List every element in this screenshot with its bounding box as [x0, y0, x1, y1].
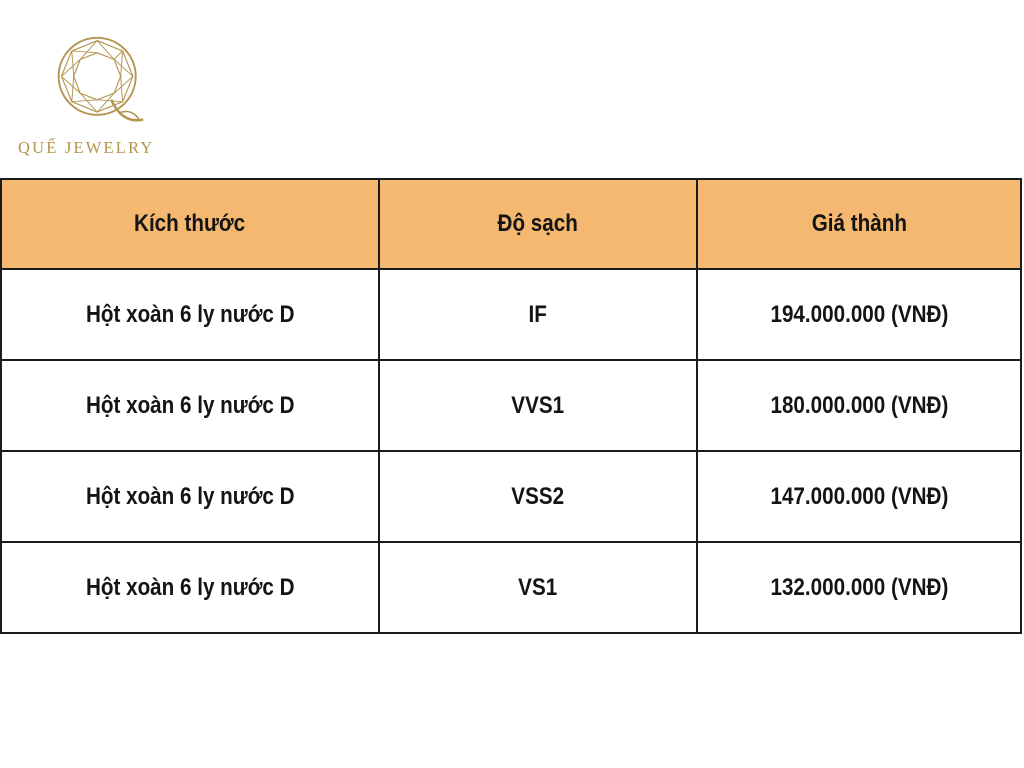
brand-logo [18, 34, 188, 164]
table-row [1, 269, 1021, 360]
cell-size: Hột xoàn 6 ly nước D [1, 269, 379, 360]
cell-price: 147.000.000 (VNĐ) [697, 451, 1021, 542]
cell-price: 180.000.000 (VNĐ) [697, 360, 1021, 451]
cell-size: Hột xoàn 6 ly nước D [1, 451, 379, 542]
cell-size: Hột xoàn 6 ly nước D [1, 360, 379, 451]
cell-clarity: VS1 [379, 542, 698, 633]
column-header-size: Kích thước [1, 179, 379, 269]
cell-size: Hột xoàn 6 ly nước D [1, 542, 379, 633]
column-header-price: Giá thành [697, 179, 1021, 269]
cell-clarity: IF [379, 269, 698, 360]
cell-clarity: VSS2 [379, 451, 698, 542]
cell-clarity: VVS1 [379, 360, 698, 451]
table-header-row [1, 179, 1021, 269]
column-header-clarity: Độ sạch [379, 179, 698, 269]
table-row [1, 360, 1021, 451]
brand-name: QUẾ JEWELRY [18, 138, 155, 157]
table-row [1, 451, 1021, 542]
price-table [0, 178, 1022, 634]
diamond-q-logo-icon [52, 34, 148, 128]
table-row [1, 542, 1021, 633]
cell-price: 132.000.000 (VNĐ) [697, 542, 1021, 633]
cell-price: 194.000.000 (VNĐ) [697, 269, 1021, 360]
